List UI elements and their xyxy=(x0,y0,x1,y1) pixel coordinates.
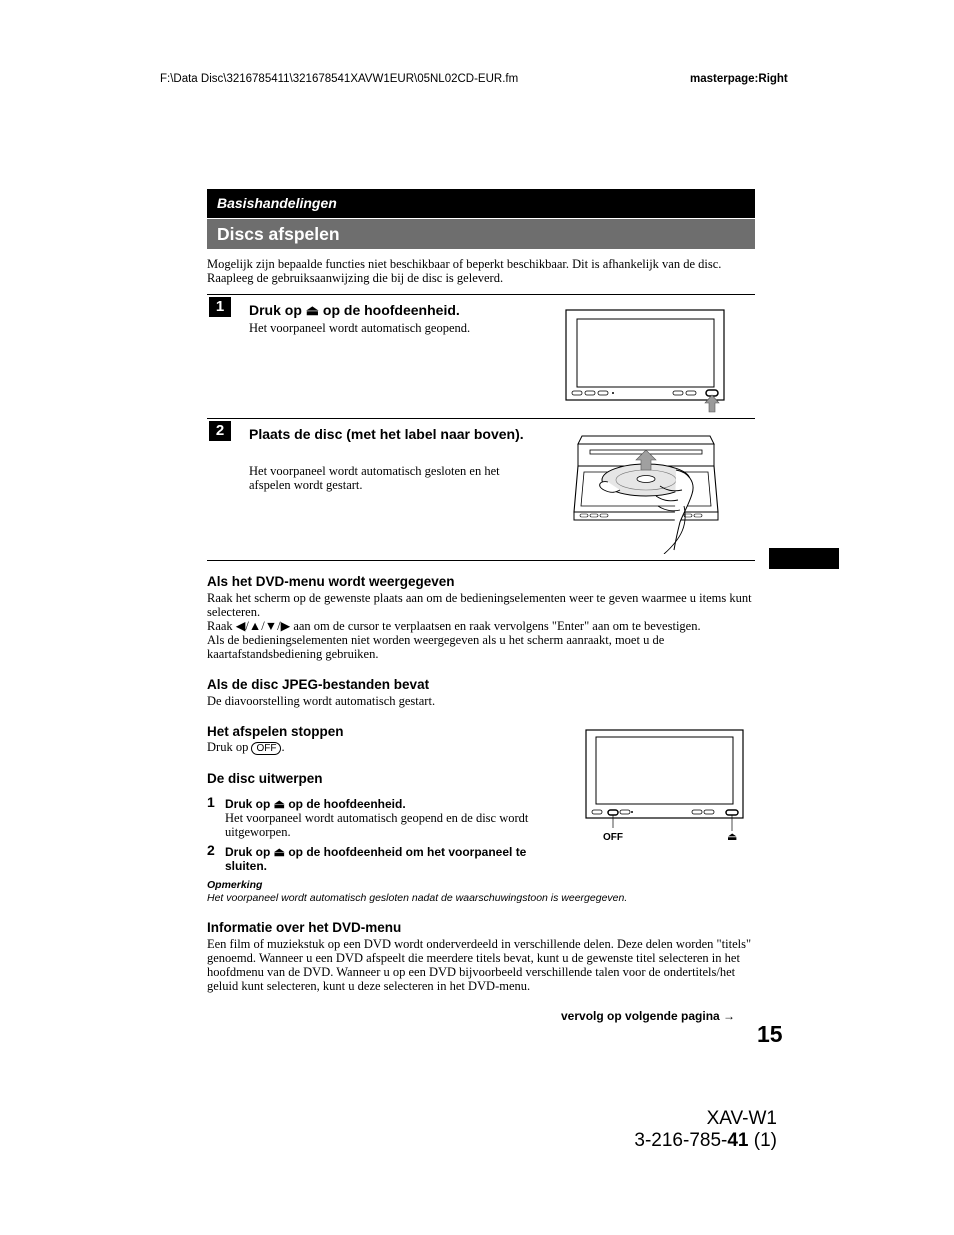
divider xyxy=(207,560,755,561)
page-title: Discs afspelen xyxy=(207,219,755,249)
eject-step-title: Druk op ⏏ op de hoofdeenheid om het voorpaneel te sluiten. xyxy=(225,845,527,873)
off-key-label: OFF xyxy=(251,742,281,755)
section-label: Basishandelingen xyxy=(207,189,755,218)
step-body: Het voorpaneel wordt automatisch geopend. xyxy=(249,321,471,335)
eject-step-body: Het voorpaneel wordt automatisch geopend en de disc wordt uitgeworpen. xyxy=(225,811,529,839)
eject-step-number: 1 xyxy=(207,794,215,810)
intro-paragraph: Mogelijk zijn bepaalde functies niet beschikbaar of beperkt beschikbaar. Dit is afhankelijk van de disc. Raapleeg de gebruiksaanwijzing die bij de disc is geleverd. xyxy=(207,257,722,285)
divider xyxy=(207,418,755,419)
dvd-menu-p1: Raak het scherm op de gewenste plaats aan om de bedieningselementen weer te geven waarmee u items kunt selecteren. xyxy=(207,591,752,619)
divider xyxy=(207,294,755,295)
eject-step-number: 2 xyxy=(207,842,215,858)
note-heading: Opmerking xyxy=(207,879,263,891)
dvd-menu-p3: Als de bedieningselementen niet worden weergegeven als u het scherm aanraakt, moet u de kaartafstandsbediening gebruiken. xyxy=(207,633,665,661)
step-title: Plaats de disc (met het label naar boven). xyxy=(249,426,524,442)
info-heading: Informatie over het DVD-menu xyxy=(207,920,402,935)
eject-heading: De disc uitwerpen xyxy=(207,771,323,786)
unit-off-eject-illustration xyxy=(584,728,746,846)
stop-prefix: Druk op xyxy=(207,740,249,754)
stop-body xyxy=(207,740,285,755)
side-tab-marker xyxy=(769,548,839,569)
part-bold: 41 xyxy=(727,1130,749,1151)
off-label: OFF xyxy=(603,832,623,843)
part-suffix: (1) xyxy=(748,1130,777,1151)
info-body: Een film of muziekstuk op een DVD wordt onderverdeeld in verschillende delen. Deze delen worden "titels" genoemd. Wanneer u een DVD afspeelt die meerdere titels bevat, kunt u de gewenste titel selecteren in het hoofdmenu van de DVD. Wanneer u op een DVD bijvoorbeeld verschillende talen voor de ondertitels/het geluid kunt selecteren, kunt u deze selecteren in het DVD-menu. xyxy=(207,937,752,993)
part-number xyxy=(600,1130,777,1152)
step-number: 2 xyxy=(209,421,231,441)
masterpage-label: masterpage:Right xyxy=(690,73,788,85)
stop-heading: Het afspelen stoppen xyxy=(207,724,344,739)
eject-step-title: Druk op ⏏ op de hoofdeenheid. xyxy=(225,797,406,811)
jpeg-body: De diavoorstelling wordt automatisch gestart. xyxy=(207,694,436,708)
dvd-menu-heading: Als het DVD-menu wordt weergegeven xyxy=(207,574,455,589)
step-number: 1 xyxy=(209,297,231,317)
note-body: Het voorpaneel wordt automatisch gesloten nadat de waarschuwingstoon is weergegeven. xyxy=(207,892,628,904)
file-path: F:\Data Disc\3216785411\321678541XAVW1EUR\05NL02CD-EUR.fm xyxy=(160,73,519,85)
step-title: Druk op ⏏ op de hoofdeenheid. xyxy=(249,302,460,318)
unit-front-illustration xyxy=(560,306,736,414)
page-number: 15 xyxy=(757,1021,783,1047)
part-prefix: 3-216-785- xyxy=(634,1130,728,1151)
disc-insert-illustration xyxy=(568,430,724,554)
eject-icon: ⏏ xyxy=(727,831,738,843)
model-number: XAV-W1 xyxy=(706,1108,777,1129)
step-body: Het voorpaneel wordt automatisch gesloten en het afspelen wordt gestart. xyxy=(249,464,500,492)
dvd-menu-p2: Raak ◀/▲/▼/▶ aan om de cursor te verplaatsen en raak vervolgens "Enter" aan om te bevestigen. xyxy=(207,619,701,633)
continued-label: vervolg op volgende pagina → xyxy=(561,1009,736,1023)
stop-suffix: . xyxy=(281,740,285,754)
jpeg-heading: Als de disc JPEG-bestanden bevat xyxy=(207,677,430,692)
